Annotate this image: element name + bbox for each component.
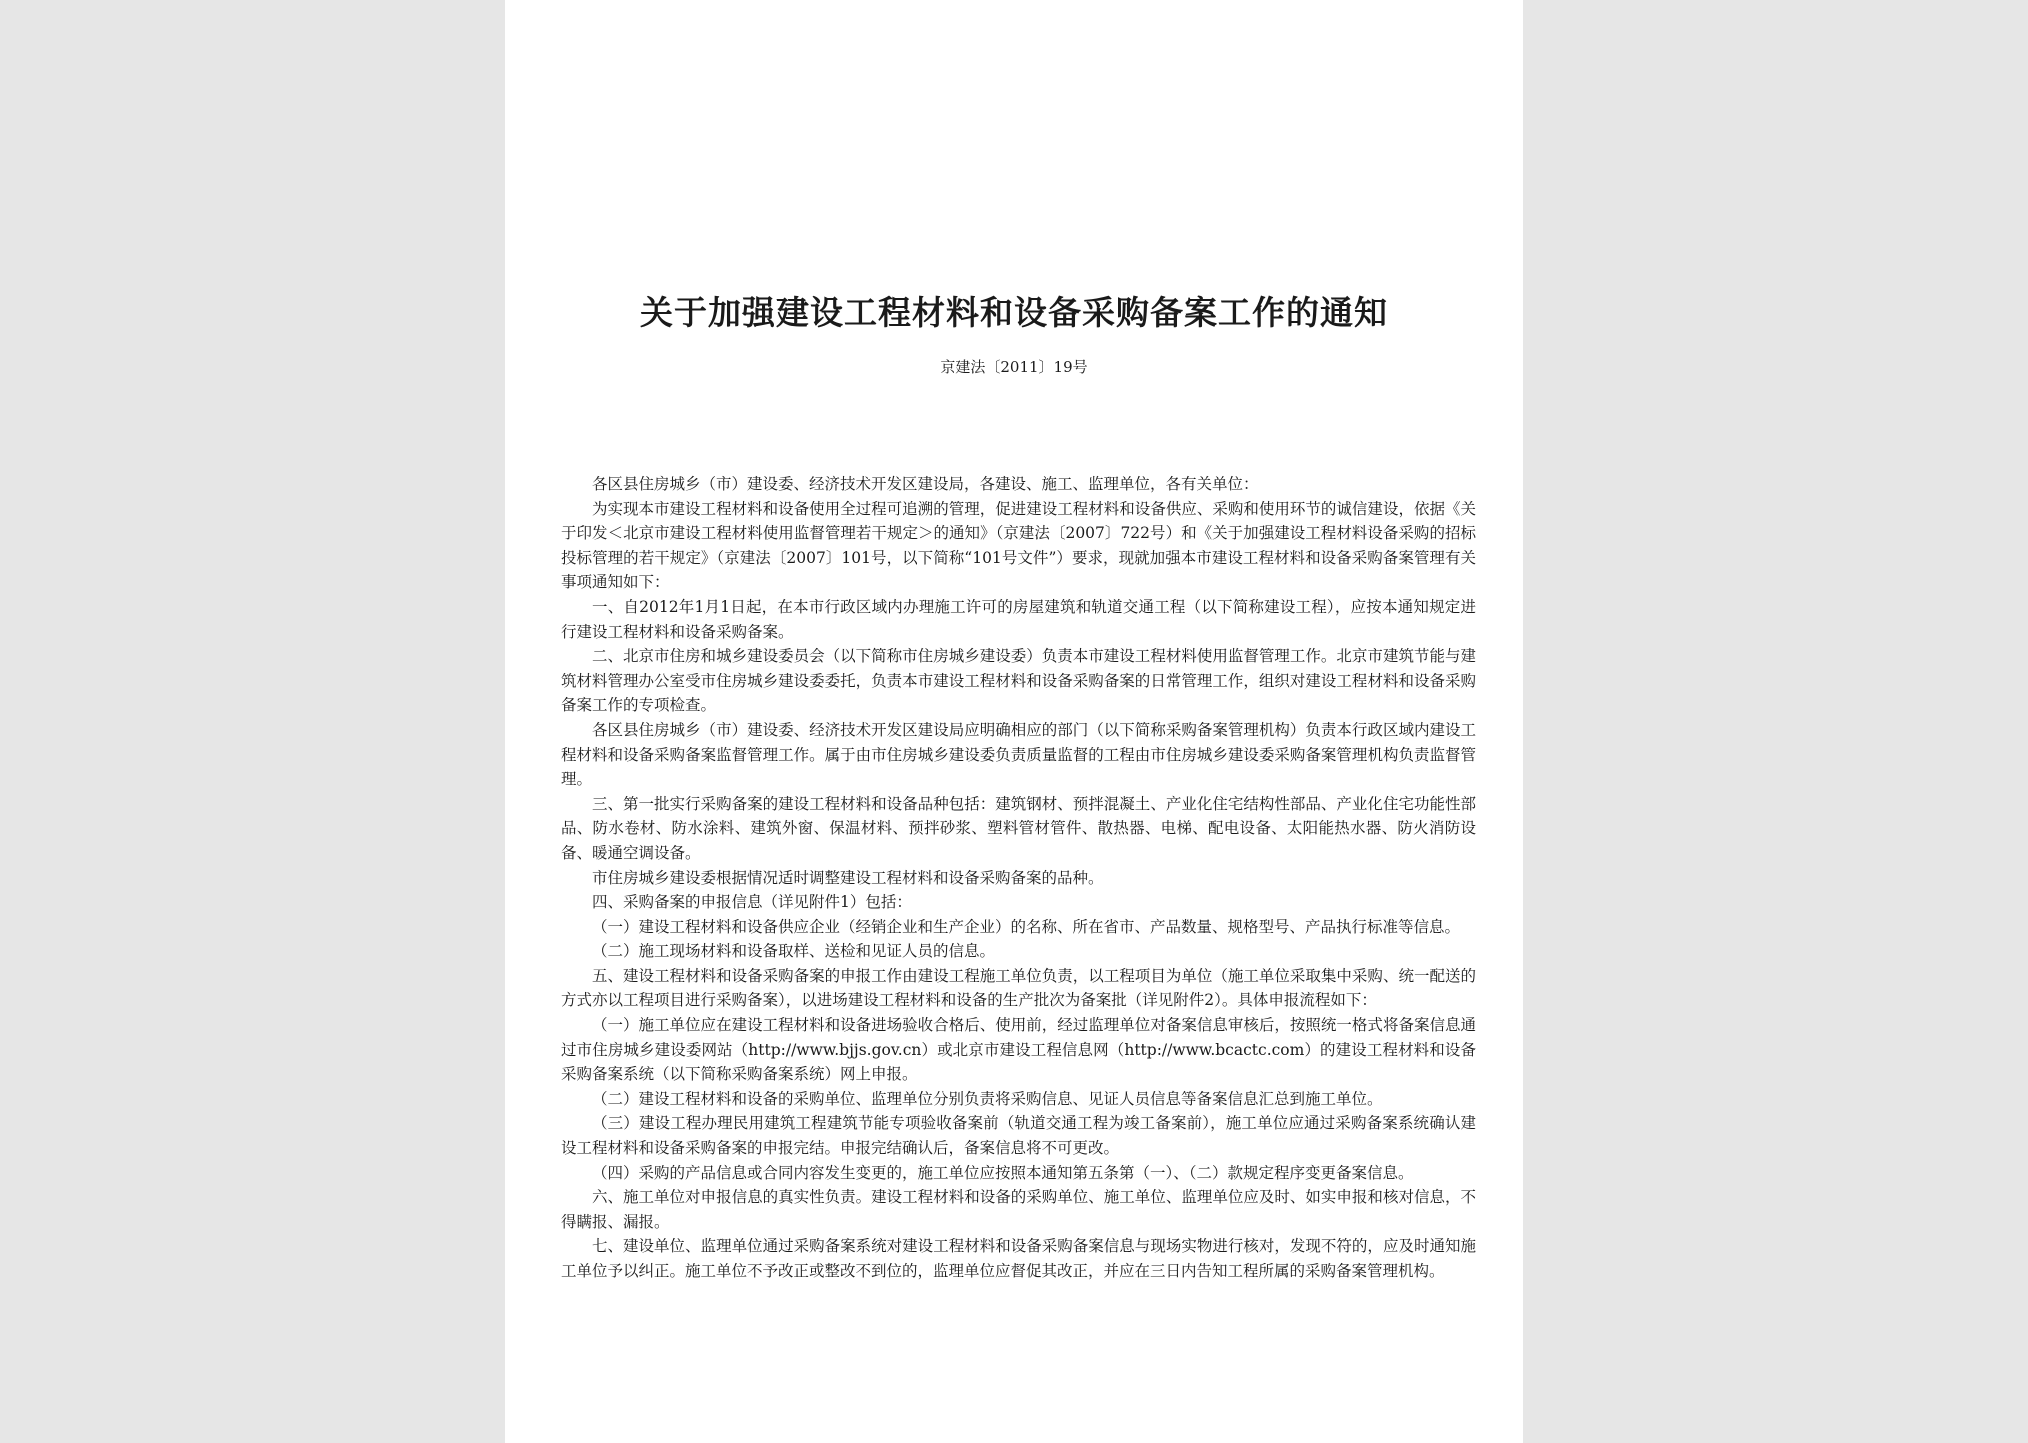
paragraph-article-4-item-1: （一）建设工程材料和设备供应企业（经销企业和生产企业）的名称、所在省市、产品数量、规格型号、产品执行标准等信息。 <box>592 917 1461 936</box>
paragraph-article-3-adjust: 市住房城乡建设委根据情况适时调整建设工程材料和设备采购备案的品种。 <box>592 868 1104 887</box>
paragraph-preamble: 为实现本市建设工程材料和设备使用全过程可追溯的管理，促进建设工程材料和设备供应、采购和使用环节的诚信建设，依据《关于印发＜北京市建设工程材料使用监督管理若干规定＞的通知》（京建法〔2007〕722号）和《关于加强建设工程材料设备采购的招标投标管理的若干规定》（京建法〔2007〕101号，以下简称“101号文件”）要求，现就加强本市建设工程材料和设备采购备案管理有关事项通知如下： <box>561 499 1476 592</box>
paragraph-article-5-item-2: （二）建设工程材料和设备的采购单位、监理单位分别负责将采购信息、见证人员信息等备案信息汇总到施工单位。 <box>592 1089 1383 1108</box>
paragraph-article-4: 四、采购备案的申报信息（详见附件1）包括： <box>592 893 912 912</box>
paragraph-article-5-item-3: （三）建设工程办理民用建筑工程建筑节能专项验收备案前（轨道交通工程为竣工备案前），施工单位应通过采购备案系统确认建设工程材料和设备采购备案的申报完结。申报完结确认后，备案信息将不可更改。 <box>561 1114 1476 1158</box>
document-page <box>505 0 1523 1443</box>
document-title: 关于加强建设工程材料和设备采购备案工作的通知 <box>640 293 1388 332</box>
paragraph-article-5-item-1: （一）施工单位应在建设工程材料和设备进场验收合格后、使用前，经过监理单位对备案信息审核后，按照统一格式将备案信息通过市住房城乡建设委网站（http://www.bjjs.gov.cn）或北京市建设工程信息网（http://www.bcactc.com）的建设工程材料和设备采购备案系统（以下简称采购备案系统）网上申报。 <box>561 1016 1476 1084</box>
document-body <box>561 472 1476 1284</box>
paragraph-article-5: 五、建设工程材料和设备采购备案的申报工作由建设工程施工单位负责，以工程项目为单位（施工单位采取集中采购、统一配送的方式亦以工程项目进行采购备案），以进场建设工程材料和设备的生产批次为备案批（详见附件2）。具体申报流程如下： <box>561 966 1476 1010</box>
paragraph-article-3: 三、第一批实行采购备案的建设工程材料和设备品种包括：建筑钢材、预拌混凝土、产业化住宅结构性部品、产业化住宅功能性部品、防水卷材、防水涂料、建筑外窗、保温材料、预拌砂浆、塑料管材管件、散热器、电梯、配电设备、太阳能热水器、防火消防设备、暖通空调设备。 <box>561 794 1476 862</box>
paragraph-article-2-district: 各区县住房城乡（市）建设委、经济技术开发区建设局应明确相应的部门（以下简称采购备案管理机构）负责本行政区域内建设工程材料和设备采购备案监督管理工作。属于由市住房城乡建设委负责质量监督的工程由市住房城乡建设委采购备案管理机构负责监督管理。 <box>561 720 1476 789</box>
salutation: 各区县住房城乡（市）建设委、经济技术开发区建设局，各建设、施工、监理单位，各有关单位： <box>592 475 1259 493</box>
paragraph-article-1: 一、自2012年1月1日起，在本市行政区域内办理施工许可的房屋建筑和轨道交通工程（以下简称建设工程），应按本通知规定进行建设工程材料和设备采购备案。 <box>561 597 1476 641</box>
paragraph-article-6: 六、施工单位对申报信息的真实性负责。建设工程材料和设备的采购单位、施工单位、监理单位应及时、如实申报和核对信息，不得瞒报、漏报。 <box>561 1188 1476 1231</box>
paragraph-article-7: 七、建设单位、监理单位通过采购备案系统对建设工程材料和设备采购备案信息与现场实物进行核对，发现不符的，应及时通知施工单位予以纠正。施工单位不予改正或整改不到位的，监理单位应督促其改正，并应在三日内告知工程所属的采购备案管理机构。 <box>561 1237 1476 1280</box>
paragraph-article-2: 二、北京市住房和城乡建设委员会（以下简称市住房城乡建设委）负责本市建设工程材料使用监督管理工作。北京市建筑节能与建筑材料管理办公室受市住房城乡建设委委托，负责本市建设工程材料和设备采购备案的日常管理工作，组织对建设工程材料和设备采购备案工作的专项检查。 <box>561 647 1476 715</box>
document-number: 京建法〔2011〕19号 <box>940 358 1088 376</box>
paragraph-article-5-item-4: （四）采购的产品信息或合同内容发生变更的，施工单位应按照本通知第五条第（一）、（二）款规定程序变更备案信息。 <box>592 1163 1414 1182</box>
paragraph-article-4-item-2: （二）施工现场材料和设备取样、送检和见证人员的信息。 <box>592 942 996 961</box>
